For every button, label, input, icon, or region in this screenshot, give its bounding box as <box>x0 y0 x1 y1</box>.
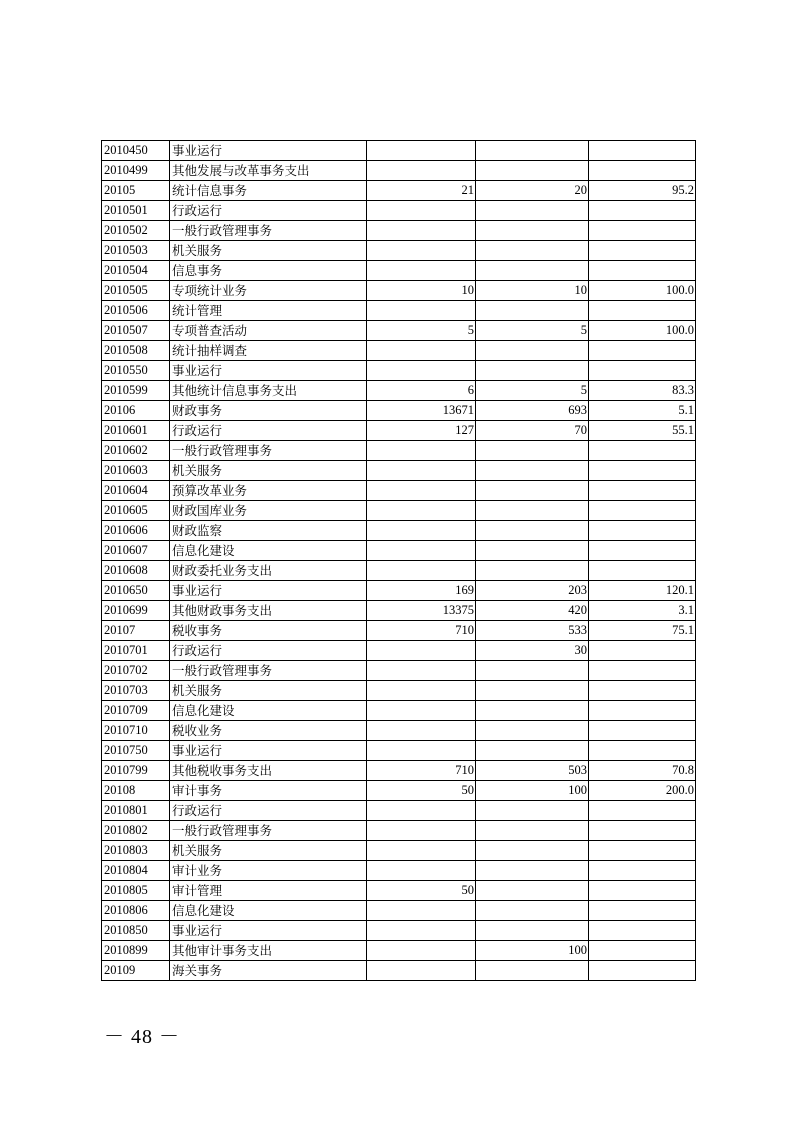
table-row <box>102 901 696 921</box>
table-row <box>102 201 696 221</box>
row-code-cell: 2010503 <box>102 241 170 261</box>
row-value-1-cell <box>367 521 476 541</box>
row-code-cell: 2010608 <box>102 561 170 581</box>
row-value-1-cell: 6 <box>367 381 476 401</box>
row-value-1-cell <box>367 441 476 461</box>
table-row <box>102 141 696 161</box>
row-value-3-cell <box>589 461 696 481</box>
table-row <box>102 921 696 941</box>
row-name-cell: 审计管理 <box>170 881 367 901</box>
row-value-1-cell <box>367 481 476 501</box>
row-value-3-cell <box>589 161 696 181</box>
table-row <box>102 601 696 621</box>
row-code-cell: 2010703 <box>102 681 170 701</box>
row-value-3-cell <box>589 881 696 901</box>
row-value-2-cell <box>476 441 589 461</box>
row-code-cell: 2010504 <box>102 261 170 281</box>
row-value-3-cell <box>589 501 696 521</box>
row-value-3-cell: 55.1 <box>589 421 696 441</box>
row-code-cell: 2010601 <box>102 421 170 441</box>
row-name-cell: 统计管理 <box>170 301 367 321</box>
row-value-1-cell: 13671 <box>367 401 476 421</box>
row-value-1-cell: 10 <box>367 281 476 301</box>
row-code-cell: 2010599 <box>102 381 170 401</box>
row-name-cell: 预算改革业务 <box>170 481 367 501</box>
table-row <box>102 941 696 961</box>
row-value-1-cell <box>367 841 476 861</box>
row-code-cell: 20109 <box>102 961 170 981</box>
row-value-1-cell <box>367 301 476 321</box>
row-code-cell: 2010602 <box>102 441 170 461</box>
row-name-cell: 其他发展与改革事务支出 <box>170 161 367 181</box>
row-value-2-cell <box>476 741 589 761</box>
row-name-cell: 机关服务 <box>170 841 367 861</box>
row-code-cell: 2010710 <box>102 721 170 741</box>
row-value-3-cell <box>589 201 696 221</box>
row-name-cell: 财政监察 <box>170 521 367 541</box>
row-code-cell: 2010850 <box>102 921 170 941</box>
row-code-cell: 2010805 <box>102 881 170 901</box>
row-value-1-cell <box>367 461 476 481</box>
row-value-2-cell <box>476 361 589 381</box>
row-code-cell: 2010606 <box>102 521 170 541</box>
row-value-3-cell <box>589 741 696 761</box>
row-value-2-cell <box>476 161 589 181</box>
row-value-3-cell: 5.1 <box>589 401 696 421</box>
row-name-cell: 一般行政管理事务 <box>170 661 367 681</box>
table-row <box>102 321 696 341</box>
row-value-1-cell <box>367 721 476 741</box>
row-value-2-cell <box>476 721 589 741</box>
row-value-1-cell: 21 <box>367 181 476 201</box>
row-code-cell: 2010806 <box>102 901 170 921</box>
row-name-cell: 统计信息事务 <box>170 181 367 201</box>
row-value-2-cell <box>476 141 589 161</box>
row-name-cell: 审计业务 <box>170 861 367 881</box>
row-value-1-cell <box>367 501 476 521</box>
row-code-cell: 20108 <box>102 781 170 801</box>
row-value-1-cell: 50 <box>367 781 476 801</box>
row-value-3-cell <box>589 541 696 561</box>
row-value-3-cell <box>589 941 696 961</box>
row-code-cell: 2010450 <box>102 141 170 161</box>
table-row <box>102 621 696 641</box>
row-value-2-cell <box>476 241 589 261</box>
row-value-2-cell <box>476 201 589 221</box>
row-value-3-cell: 95.2 <box>589 181 696 201</box>
row-value-2-cell <box>476 961 589 981</box>
row-code-cell: 2010508 <box>102 341 170 361</box>
table-row <box>102 821 696 841</box>
row-value-2-cell <box>476 921 589 941</box>
row-code-cell: 2010506 <box>102 301 170 321</box>
row-name-cell: 行政运行 <box>170 801 367 821</box>
row-code-cell: 2010799 <box>102 761 170 781</box>
table-row <box>102 681 696 701</box>
row-name-cell: 机关服务 <box>170 681 367 701</box>
row-value-2-cell: 100 <box>476 941 589 961</box>
row-name-cell: 事业运行 <box>170 581 367 601</box>
row-name-cell: 一般行政管理事务 <box>170 221 367 241</box>
row-value-1-cell <box>367 201 476 221</box>
row-value-3-cell <box>589 481 696 501</box>
row-value-2-cell <box>476 701 589 721</box>
row-value-3-cell <box>589 681 696 701</box>
row-value-2-cell: 203 <box>476 581 589 601</box>
row-value-2-cell: 533 <box>476 621 589 641</box>
row-value-2-cell: 503 <box>476 761 589 781</box>
row-value-1-cell <box>367 921 476 941</box>
row-name-cell: 海关事务 <box>170 961 367 981</box>
row-value-3-cell <box>589 961 696 981</box>
row-name-cell: 其他统计信息事务支出 <box>170 381 367 401</box>
row-value-2-cell: 420 <box>476 601 589 621</box>
row-code-cell: 2010605 <box>102 501 170 521</box>
row-name-cell: 机关服务 <box>170 461 367 481</box>
row-code-cell: 2010505 <box>102 281 170 301</box>
row-value-1-cell <box>367 241 476 261</box>
row-name-cell: 专项普查活动 <box>170 321 367 341</box>
row-value-1-cell: 710 <box>367 621 476 641</box>
row-value-1-cell <box>367 141 476 161</box>
row-name-cell: 其他财政事务支出 <box>170 601 367 621</box>
row-code-cell: 2010607 <box>102 541 170 561</box>
row-value-1-cell: 13375 <box>367 601 476 621</box>
page-number: － 48 － <box>104 1026 180 1048</box>
row-name-cell: 其他税收事务支出 <box>170 761 367 781</box>
row-value-1-cell <box>367 361 476 381</box>
row-code-cell: 2010699 <box>102 601 170 621</box>
row-code-cell: 2010802 <box>102 821 170 841</box>
row-value-3-cell <box>589 841 696 861</box>
row-value-2-cell: 10 <box>476 281 589 301</box>
row-value-2-cell: 693 <box>476 401 589 421</box>
row-value-3-cell <box>589 661 696 681</box>
row-name-cell: 财政事务 <box>170 401 367 421</box>
row-value-3-cell <box>589 921 696 941</box>
row-name-cell: 财政委托业务支出 <box>170 561 367 581</box>
table-row <box>102 641 696 661</box>
table-row <box>102 501 696 521</box>
row-code-cell: 2010507 <box>102 321 170 341</box>
table-row <box>102 841 696 861</box>
row-code-cell: 20106 <box>102 401 170 421</box>
row-code-cell: 2010701 <box>102 641 170 661</box>
table-row <box>102 461 696 481</box>
row-value-2-cell <box>476 221 589 241</box>
row-name-cell: 事业运行 <box>170 141 367 161</box>
row-name-cell: 其他审计事务支出 <box>170 941 367 961</box>
row-name-cell: 统计抽样调查 <box>170 341 367 361</box>
row-value-1-cell <box>367 941 476 961</box>
row-value-1-cell <box>367 861 476 881</box>
row-value-2-cell <box>476 561 589 581</box>
row-value-3-cell <box>589 361 696 381</box>
row-value-3-cell <box>589 441 696 461</box>
row-value-1-cell: 710 <box>367 761 476 781</box>
row-value-3-cell <box>589 561 696 581</box>
row-value-2-cell <box>476 521 589 541</box>
row-value-1-cell <box>367 561 476 581</box>
row-code-cell: 2010603 <box>102 461 170 481</box>
row-value-3-cell <box>589 341 696 361</box>
row-value-3-cell: 75.1 <box>589 621 696 641</box>
table-row <box>102 881 696 901</box>
row-code-cell: 2010501 <box>102 201 170 221</box>
row-name-cell: 机关服务 <box>170 241 367 261</box>
row-code-cell: 20107 <box>102 621 170 641</box>
row-value-1-cell <box>367 701 476 721</box>
table-row <box>102 261 696 281</box>
table-row <box>102 181 696 201</box>
row-code-cell: 2010650 <box>102 581 170 601</box>
row-value-2-cell <box>476 821 589 841</box>
row-value-3-cell <box>589 221 696 241</box>
row-value-2-cell <box>476 881 589 901</box>
row-value-3-cell <box>589 721 696 741</box>
row-value-1-cell <box>367 541 476 561</box>
row-value-2-cell <box>476 341 589 361</box>
row-value-3-cell <box>589 301 696 321</box>
row-name-cell: 税收业务 <box>170 721 367 741</box>
row-value-3-cell <box>589 241 696 261</box>
budget-table <box>101 140 696 981</box>
row-value-3-cell: 83.3 <box>589 381 696 401</box>
row-value-1-cell <box>367 741 476 761</box>
row-name-cell: 专项统计业务 <box>170 281 367 301</box>
row-code-cell: 2010709 <box>102 701 170 721</box>
row-value-1-cell <box>367 821 476 841</box>
row-value-1-cell <box>367 341 476 361</box>
row-value-3-cell <box>589 801 696 821</box>
table-row <box>102 221 696 241</box>
table-row <box>102 541 696 561</box>
row-value-2-cell: 5 <box>476 381 589 401</box>
row-value-1-cell <box>367 901 476 921</box>
row-value-2-cell <box>476 681 589 701</box>
row-code-cell: 2010801 <box>102 801 170 821</box>
table-row <box>102 721 696 741</box>
row-value-1-cell: 169 <box>367 581 476 601</box>
row-value-3-cell <box>589 821 696 841</box>
row-name-cell: 信息事务 <box>170 261 367 281</box>
table-row <box>102 661 696 681</box>
row-value-2-cell: 30 <box>476 641 589 661</box>
table-row <box>102 361 696 381</box>
row-code-cell: 2010702 <box>102 661 170 681</box>
table-row <box>102 961 696 981</box>
row-name-cell: 一般行政管理事务 <box>170 821 367 841</box>
row-code-cell: 2010604 <box>102 481 170 501</box>
row-value-2-cell <box>476 461 589 481</box>
row-code-cell: 2010899 <box>102 941 170 961</box>
row-value-1-cell <box>367 161 476 181</box>
row-code-cell: 2010750 <box>102 741 170 761</box>
table-row <box>102 161 696 181</box>
row-value-1-cell <box>367 221 476 241</box>
row-name-cell: 事业运行 <box>170 361 367 381</box>
row-value-3-cell <box>589 261 696 281</box>
table-row <box>102 301 696 321</box>
table-row <box>102 421 696 441</box>
table-row <box>102 521 696 541</box>
row-name-cell: 行政运行 <box>170 641 367 661</box>
row-name-cell: 信息化建设 <box>170 901 367 921</box>
row-name-cell: 信息化建设 <box>170 701 367 721</box>
row-value-3-cell <box>589 641 696 661</box>
table-row <box>102 781 696 801</box>
row-value-3-cell <box>589 521 696 541</box>
row-value-1-cell: 5 <box>367 321 476 341</box>
table-row <box>102 861 696 881</box>
row-value-2-cell <box>476 661 589 681</box>
table-row <box>102 441 696 461</box>
row-value-3-cell: 100.0 <box>589 321 696 341</box>
table-row <box>102 281 696 301</box>
table-row <box>102 341 696 361</box>
row-value-2-cell <box>476 541 589 561</box>
row-value-2-cell <box>476 861 589 881</box>
row-value-1-cell: 50 <box>367 881 476 901</box>
row-code-cell: 20105 <box>102 181 170 201</box>
row-value-2-cell: 5 <box>476 321 589 341</box>
row-value-3-cell: 70.8 <box>589 761 696 781</box>
row-value-3-cell <box>589 701 696 721</box>
table-row <box>102 581 696 601</box>
table-row <box>102 761 696 781</box>
row-code-cell: 2010499 <box>102 161 170 181</box>
row-code-cell: 2010502 <box>102 221 170 241</box>
row-value-3-cell <box>589 861 696 881</box>
row-value-2-cell <box>476 901 589 921</box>
row-value-3-cell <box>589 141 696 161</box>
row-value-3-cell: 120.1 <box>589 581 696 601</box>
row-code-cell: 2010804 <box>102 861 170 881</box>
row-name-cell: 一般行政管理事务 <box>170 441 367 461</box>
row-name-cell: 事业运行 <box>170 741 367 761</box>
row-name-cell: 信息化建设 <box>170 541 367 561</box>
row-name-cell: 行政运行 <box>170 421 367 441</box>
table-row <box>102 801 696 821</box>
row-code-cell: 2010803 <box>102 841 170 861</box>
table-row <box>102 241 696 261</box>
row-name-cell: 财政国库业务 <box>170 501 367 521</box>
row-value-2-cell <box>476 501 589 521</box>
row-value-2-cell: 20 <box>476 181 589 201</box>
table-row <box>102 401 696 421</box>
row-value-2-cell <box>476 801 589 821</box>
table-body <box>102 141 696 981</box>
row-value-1-cell: 127 <box>367 421 476 441</box>
table-row <box>102 741 696 761</box>
row-value-3-cell <box>589 901 696 921</box>
row-code-cell: 2010550 <box>102 361 170 381</box>
row-value-3-cell: 100.0 <box>589 281 696 301</box>
row-value-1-cell <box>367 641 476 661</box>
row-value-1-cell <box>367 801 476 821</box>
table-row <box>102 381 696 401</box>
table-row <box>102 561 696 581</box>
table-row <box>102 481 696 501</box>
row-value-3-cell: 3.1 <box>589 601 696 621</box>
row-value-1-cell <box>367 661 476 681</box>
row-value-1-cell <box>367 681 476 701</box>
row-value-1-cell <box>367 261 476 281</box>
row-name-cell: 事业运行 <box>170 921 367 941</box>
row-name-cell: 行政运行 <box>170 201 367 221</box>
row-value-2-cell <box>476 481 589 501</box>
row-value-2-cell <box>476 841 589 861</box>
row-value-3-cell: 200.0 <box>589 781 696 801</box>
row-value-2-cell: 70 <box>476 421 589 441</box>
row-name-cell: 审计事务 <box>170 781 367 801</box>
row-name-cell: 税收事务 <box>170 621 367 641</box>
row-value-2-cell <box>476 261 589 281</box>
row-value-2-cell: 100 <box>476 781 589 801</box>
row-value-2-cell <box>476 301 589 321</box>
row-value-1-cell <box>367 961 476 981</box>
table-row <box>102 701 696 721</box>
